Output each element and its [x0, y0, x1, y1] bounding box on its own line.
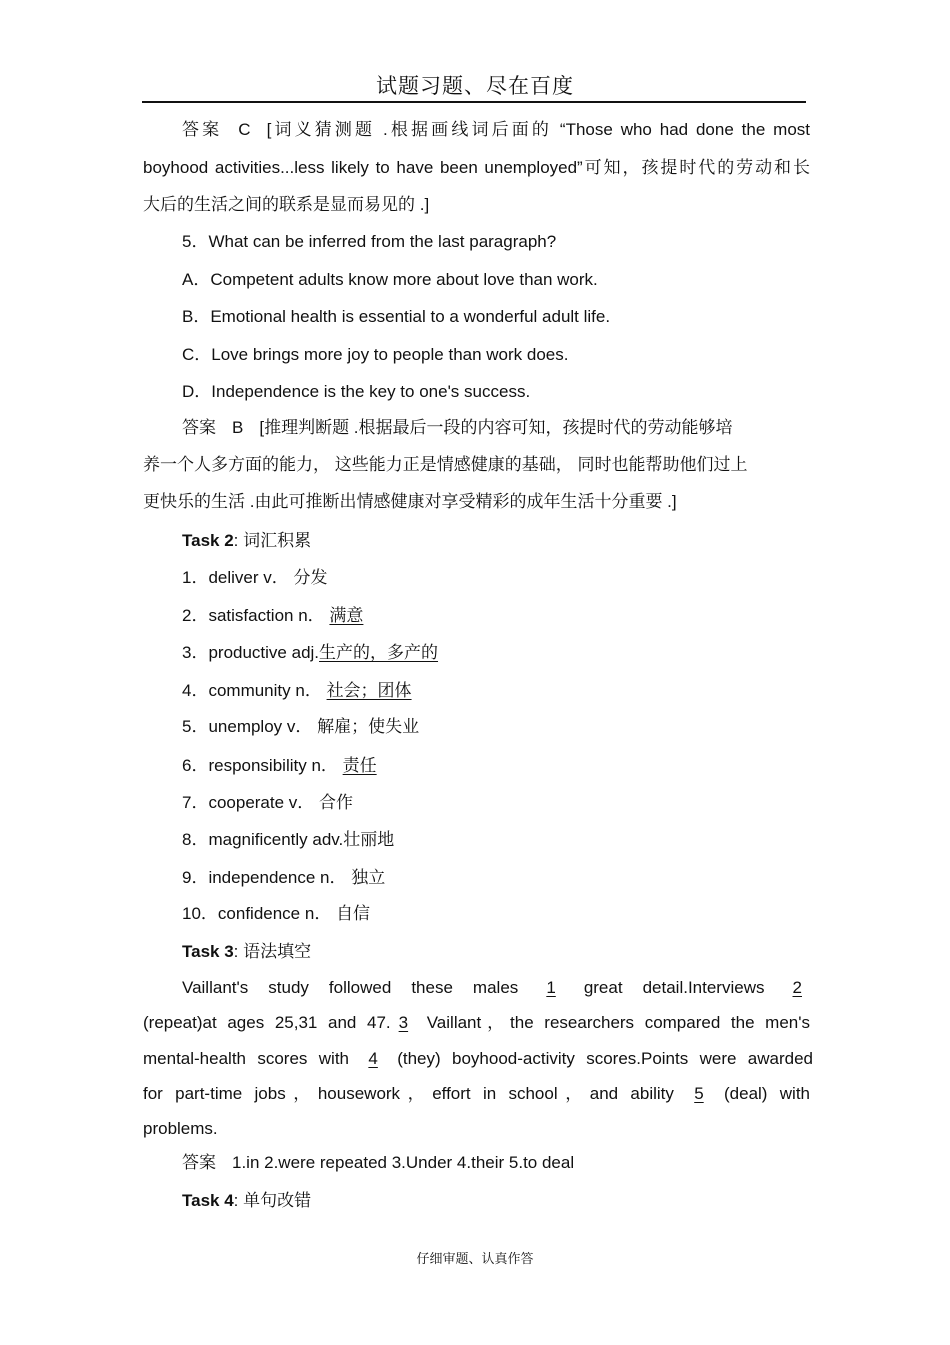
cloze-text: for part-time jobs，housework，effort in school，and ability: [143, 1084, 674, 1103]
vocab-item: [182, 680, 412, 702]
vocab-meaning: 责任: [342, 756, 377, 775]
question5-option-b: B．Emotional health is essential to a wonderful adult life.: [182, 307, 611, 326]
vocab-term: 2．satisfaction n．: [182, 606, 325, 625]
vocab-item: [182, 867, 385, 889]
task4-heading-label: Task 4: [182, 1191, 234, 1210]
answer4-letter: C: [238, 120, 251, 139]
task4-heading: [182, 1190, 311, 1212]
page-footer: 仔细审题、认真作答: [416, 1252, 534, 1267]
cloze-text: Vaillant's study followed these males: [182, 978, 519, 997]
vocab-term: 9．independence n．: [182, 868, 347, 887]
question5-option-d: D．Independence is the key to one's success.: [182, 382, 531, 401]
cloze-blank-2: 2: [792, 978, 802, 997]
vocab-meaning: 自信: [336, 904, 371, 923]
task3-heading-title: : 语法填空: [233, 942, 312, 961]
task3-answer-label: 答案: [182, 1153, 216, 1172]
question5-stem: 5．What can be inferred from the last paragraph?: [182, 232, 557, 251]
cloze-blank-5: 5: [694, 1084, 704, 1103]
cloze-line1: [182, 977, 810, 999]
vocab-item: [182, 755, 377, 777]
cloze-blank-1: 1: [546, 978, 556, 997]
task3-answer-list: 1.in 2.were repeated 3.Under 4.their 5.to deal: [232, 1153, 575, 1172]
task3-heading: [182, 941, 311, 963]
vocab-meaning: 社会；团体: [326, 681, 412, 700]
task4-heading-title: : 单句改错: [233, 1191, 312, 1210]
vocab-item: [182, 605, 363, 627]
vocab-item: [182, 642, 438, 664]
vocab-meaning: 独立: [351, 868, 386, 887]
answer4-line2: boyhood activities...less likely to have been unemployed”可知，孩提时代的劳动和长: [143, 158, 810, 177]
cloze-text: mental-health scores with: [143, 1049, 350, 1068]
cloze-line2: [143, 1012, 810, 1034]
answer4-line1: [182, 119, 810, 141]
answer5-explanation-start: [推理判断题 .根据最后一段的内容可知，孩提时代的劳动能够培: [259, 418, 733, 437]
task3-heading-label: Task 3: [182, 942, 234, 961]
question5-option-a: A．Competent adults know more about love than work.: [182, 270, 598, 289]
cloze-line5: problems.: [143, 1119, 218, 1138]
task2-heading: [182, 530, 311, 552]
vocab-term: 5．unemploy v．: [182, 717, 313, 736]
answer5-line3: 更快乐的生活 .由此可推断出情感健康对享受精彩的成年生活十分重要 .]: [143, 492, 677, 511]
vocab-item: [182, 903, 370, 925]
vocab-term: 1．deliver v．: [182, 568, 289, 587]
question5-option-c: C．Love brings more joy to people than work does.: [182, 345, 569, 364]
vocab-item: [182, 567, 328, 589]
vocab-meaning: 生产的，多产的: [319, 643, 439, 662]
cloze-line3: [143, 1048, 813, 1070]
answer4-line3: 大后的生活之间的联系是显而易见的 .]: [143, 195, 430, 214]
vocab-item: [182, 716, 419, 738]
vocab-meaning: 解雇；使失业: [317, 717, 420, 736]
vocab-meaning: 壮丽地: [343, 830, 395, 849]
vocab-term: 3．productive adj.: [182, 643, 320, 662]
answer5-line1: [182, 417, 733, 439]
vocab-meaning: 分发: [293, 568, 328, 587]
vocab-term: 10．confidence n．: [182, 904, 332, 923]
vocab-term: 6．responsibility n．: [182, 756, 338, 775]
answer4-label: 答案: [182, 120, 223, 139]
cloze-text: (deal) with: [724, 1084, 810, 1103]
answer4-explanation-start: [词义猜测题 .根据画线词后面的 “Those who had done the most: [266, 120, 810, 139]
cloze-text: (repeat)at ages 25,31 and 47.: [143, 1013, 391, 1032]
answer5-letter: B: [232, 418, 244, 437]
vocab-item: [182, 792, 353, 814]
vocab-term: 7．cooperate v．: [182, 793, 315, 812]
answer5-label: 答案: [182, 418, 216, 437]
cloze-line4: [143, 1083, 810, 1105]
page-header-title: 试题习题、尽在百度: [376, 74, 574, 98]
cloze-text: (they) boyhood-activity scores.Points were awarded: [397, 1049, 813, 1068]
vocab-term: 4．community n．: [182, 681, 322, 700]
task2-heading-title: : 词汇积累: [233, 531, 312, 550]
vocab-meaning: 合作: [319, 793, 354, 812]
cloze-text: Vaillant，the researchers compared the men's: [426, 1013, 810, 1032]
cloze-text: great detail.Interviews: [583, 978, 765, 997]
vocab-item: [182, 829, 394, 851]
task2-heading-label: Task 2: [182, 531, 234, 550]
cloze-blank-3: 3: [398, 1013, 409, 1032]
task3-answers: [182, 1152, 574, 1174]
vocab-term: 8．magnificently adv.: [182, 830, 344, 849]
cloze-blank-4: 4: [368, 1049, 378, 1068]
answer5-line2: 养一个人多方面的能力， 这些能力正是情感健康的基础， 同时也能帮助他们过上: [143, 455, 748, 474]
header-divider: [142, 101, 806, 103]
vocab-meaning: 满意: [329, 606, 364, 625]
